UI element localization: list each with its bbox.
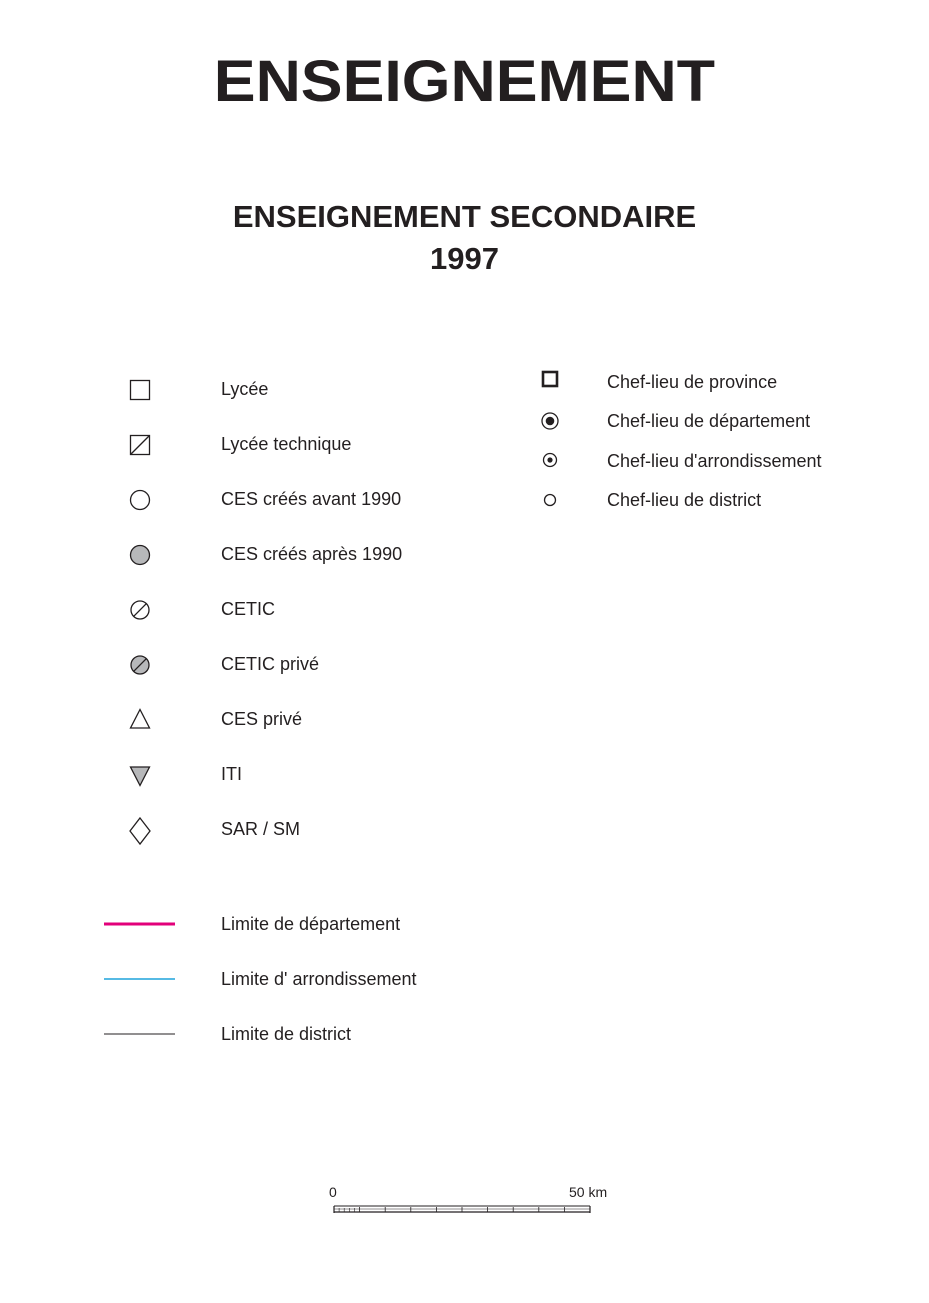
open-triangle-icon (128, 707, 152, 731)
grey-slashed-circle-icon (128, 653, 152, 677)
small-dot-circle-icon (541, 451, 559, 469)
legend-label-limite-district: Limite de district (221, 1024, 352, 1044)
legend-label-cetic: CETIC (221, 599, 275, 619)
subtitle-line-1: ENSEIGNEMENT SECONDAIRE (232, 199, 697, 234)
legend-label-cetic-prive: CETIC privé (221, 654, 320, 674)
legend-label-limite-arrondissement: Limite d' arrondissement (221, 969, 417, 989)
legend-label-chef-lieu-province: Chef-lieu de province (607, 372, 778, 392)
crossed-square-icon (128, 433, 152, 457)
grey-inverted-triangle-icon (128, 764, 152, 788)
legend-label-ces-apres: CES créés après 1990 (221, 544, 403, 564)
district-boundary-line (103, 1028, 177, 1040)
bold-square-icon (540, 369, 560, 389)
small-circle-icon (542, 492, 558, 508)
diamond-icon (126, 816, 154, 846)
slashed-circle-icon (128, 598, 152, 622)
arrondissement-boundary-line (103, 973, 177, 985)
legend-label-lycee-technique: Lycée technique (221, 434, 352, 454)
map-title: ENSEIGNEMENT (213, 49, 715, 114)
scale-bar-graphic (330, 1200, 594, 1218)
legend-label-chef-lieu-departement: Chef-lieu de département (607, 411, 811, 431)
open-circle-icon (128, 488, 152, 512)
legend-label-sar-sm: SAR / SM (221, 819, 301, 839)
legend-label-limite-departement: Limite de département (221, 914, 401, 934)
legend-label-ces-prive: CES privé (221, 709, 303, 729)
legend-label-ces-avant: CES créés avant 1990 (221, 489, 402, 509)
scale-end-label: 50 km (569, 1184, 608, 1200)
subtitle-year: 1997 (430, 241, 499, 276)
department-boundary-line (103, 918, 177, 930)
large-dot-circle-icon (540, 411, 560, 431)
map-subtitle (0, 196, 929, 280)
legend-label-chef-lieu-district: Chef-lieu de district (607, 490, 762, 510)
legend-label-lycee: Lycée (221, 379, 269, 399)
grey-circle-icon (128, 543, 152, 567)
legend-label-iti: ITI (221, 764, 242, 784)
legend-label-chef-lieu-arrondissement: Chef-lieu d'arrondissement (607, 451, 822, 471)
open-square-icon (128, 378, 152, 402)
scale-start-label: 0 (329, 1184, 337, 1200)
